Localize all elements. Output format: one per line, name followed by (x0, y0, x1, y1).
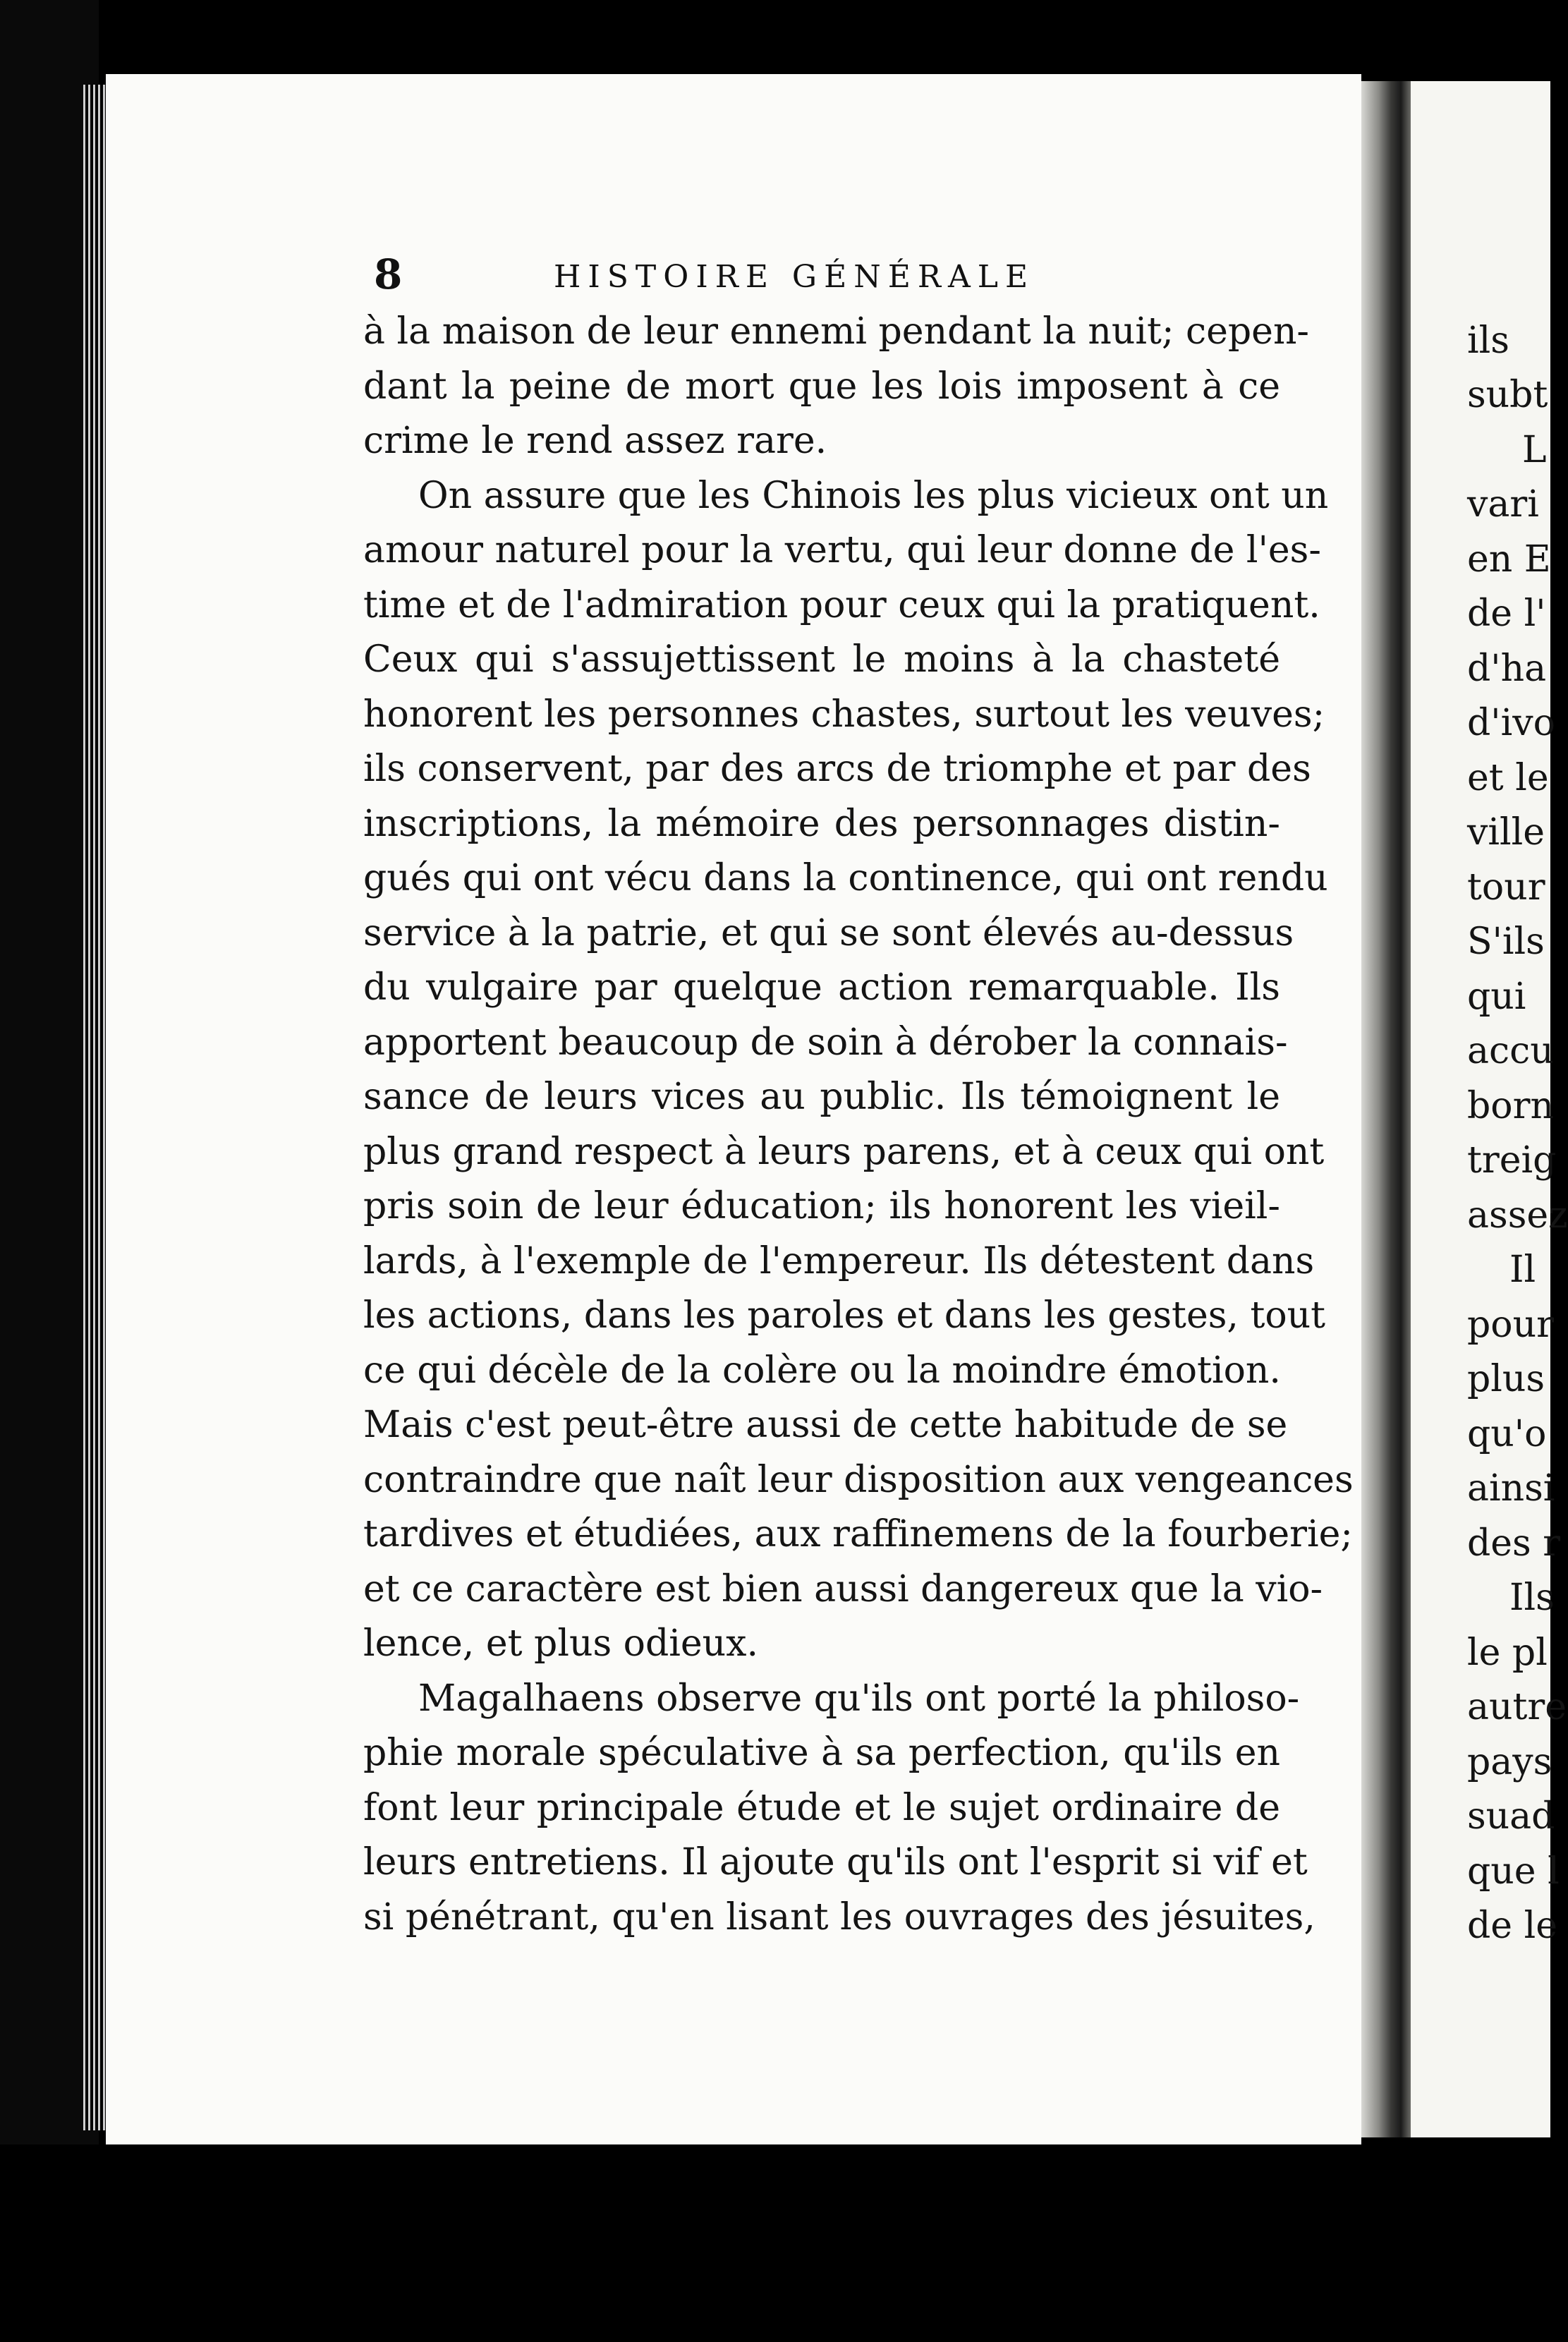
right-page-fragment: d'ivo (1467, 702, 1555, 744)
right-page-fragment: qui (1467, 976, 1526, 1018)
page-number: 8 (374, 250, 403, 298)
right-page-fragment: tour (1467, 866, 1545, 909)
text-line: sance de leurs vices au public. Ils témoignent le (363, 1076, 1280, 1118)
text-line: ce qui décèle de la colère ou la moindre émotion. (363, 1349, 1281, 1392)
text-line: Mais c'est peut-être aussi de cette habitude de se (363, 1404, 1288, 1446)
book-spine-shadow (1361, 81, 1411, 2137)
right-page-fragment: des r (1467, 1522, 1561, 1565)
running-head (374, 250, 1284, 300)
text-line: ils conservent, par des arcs de triomphe et par des (363, 748, 1311, 790)
right-page-fragment: de l' (1467, 593, 1546, 635)
text-line: honorent les personnes chastes, surtout les veuves; (363, 693, 1325, 736)
right-page-fragment: de le (1467, 1905, 1557, 1947)
text-line: Ceux qui s'assujettissent le moins à la chasteté (363, 638, 1280, 681)
text-line: On assure que les Chinois les plus vicieux ont un (418, 474, 1329, 517)
right-page-fragment: le pl (1467, 1632, 1548, 1674)
text-line: contraindre que naît leur disposition aux vengeances (363, 1458, 1354, 1501)
right-page-fragment: d'ha (1467, 648, 1547, 690)
right-page-fragment: S'ils (1467, 921, 1545, 963)
text-line: si pénétrant, qu'en lisant les ouvrages des jésuites, (363, 1895, 1315, 1938)
body-text (363, 305, 1354, 2012)
right-page-fragment: subt (1467, 374, 1548, 416)
text-line: phie morale spéculative à sa perfection, qu'ils en (363, 1732, 1280, 1774)
right-page-fragment: assez (1467, 1194, 1568, 1237)
text-line: apportent beaucoup de soin à dérober la connais- (363, 1021, 1288, 1064)
text-line: inscriptions, la mémoire des personnages distin- (363, 802, 1280, 845)
text-line: pris soin de leur éducation; ils honorent les vieil- (363, 1185, 1280, 1227)
text-line: time et de l'admiration pour ceux qui la pratiquent. (363, 583, 1320, 626)
right-page-fragment: suad (1467, 1795, 1555, 1838)
text-line: lards, à l'exemple de l'empereur. Ils détestent dans (363, 1239, 1315, 1282)
right-page-fragment: qu'o (1467, 1413, 1547, 1455)
right-page-fragment: pour (1467, 1304, 1554, 1346)
right-page-fragment: et le (1467, 757, 1549, 799)
right-page-fragment: pays (1467, 1741, 1552, 1783)
text-line: font leur principale étude et le sujet ordinaire de (363, 1786, 1280, 1829)
text-line: et ce caractère est bien aussi dangereux que la vio- (363, 1567, 1323, 1610)
text-line: dant la peine de mort que les lois imposent à ce (363, 365, 1280, 408)
text-line: lence, et plus odieux. (363, 1622, 759, 1665)
right-page-fragment: Ils (1509, 1577, 1555, 1619)
text-line: à la maison de leur ennemi pendant la nuit; cepen- (363, 310, 1310, 353)
text-line: gués qui ont vécu dans la continence, qui ont rendu (363, 857, 1328, 899)
right-page-fragment: que l (1467, 1850, 1560, 1893)
right-page-fragment: plus (1467, 1358, 1545, 1400)
right-page-fragment: ils (1467, 320, 1509, 362)
text-line: amour naturel pour la vertu, qui leur donne de l'es- (363, 529, 1321, 571)
running-head-title: HISTOIRE GÉNÉRALE (554, 259, 1035, 295)
right-page-fragment: en E (1467, 538, 1551, 581)
right-page-fragment: born (1467, 1085, 1554, 1127)
right-page-fragment: ainsi (1467, 1467, 1555, 1510)
text-line: du vulgaire par quelque action remarquable. Ils (363, 966, 1280, 1009)
text-line: Magalhaens observe qu'ils ont porté la philoso- (418, 1677, 1300, 1720)
right-page-fragment: ville (1467, 811, 1545, 854)
text-line: tardives et étudiées, aux raffinemens de la fourberie; (363, 1513, 1353, 1555)
scan-background (0, 2144, 1550, 2342)
right-page-fragment: treig (1467, 1139, 1557, 1182)
right-page-fragment: L (1522, 429, 1547, 471)
right-page-fragment: accu (1467, 1030, 1554, 1072)
right-page-fragment: Il (1509, 1249, 1536, 1291)
text-line: leurs entretiens. Il ajoute qu'ils ont l'esprit si vif et (363, 1841, 1308, 1883)
text-line: plus grand respect à leurs parens, et à ceux qui ont (363, 1130, 1325, 1173)
right-page-fragment: vari (1467, 483, 1539, 526)
text-line: crime le rend assez rare. (363, 420, 827, 462)
right-page-fragment: autre (1467, 1686, 1567, 1728)
text-line: service à la patrie, et qui se sont élevés au-dessus (363, 911, 1294, 954)
text-line: les actions, dans les paroles et dans les gestes, tout (363, 1294, 1326, 1337)
